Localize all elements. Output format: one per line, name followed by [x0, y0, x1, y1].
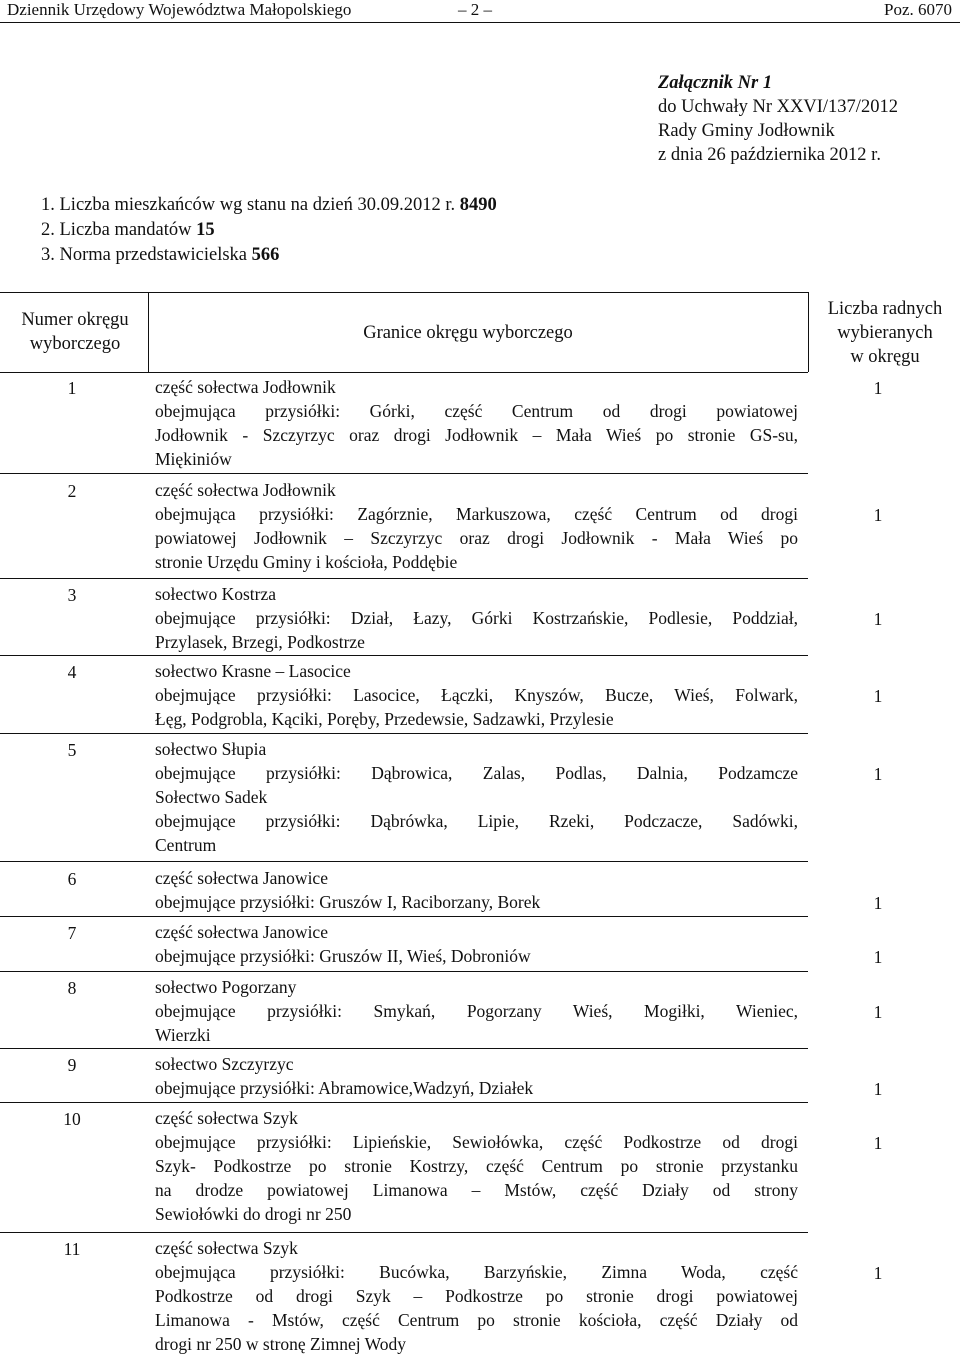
stats-block	[41, 193, 497, 268]
district-line: Limanowa - Mstów, część Centrum po stronie kościoła, część Działy od	[155, 1310, 798, 1330]
district-number: 1	[67, 378, 77, 398]
mandates-value: 15	[196, 220, 215, 240]
district-borders	[155, 975, 798, 1047]
mandates-label: 2. Liczba mandatów	[41, 220, 192, 240]
district-borders	[155, 659, 798, 731]
district-line: część sołectwa Janowice	[155, 922, 328, 942]
district-line: Wierzki	[155, 1025, 211, 1045]
page-header	[0, 0, 960, 22]
row-separator	[0, 916, 808, 917]
column-header-line: wybieranych	[837, 323, 933, 343]
councilors-count: 1	[873, 1263, 883, 1283]
district-borders	[155, 866, 798, 914]
councilors-count: 1	[873, 686, 883, 706]
district-line: obejmujące przysiółki: Gruszów I, Raciborzany, Borek	[155, 892, 541, 912]
attachment-block	[658, 71, 898, 167]
row-separator	[0, 473, 808, 474]
district-line: sołectwo Słupia	[155, 739, 267, 759]
district-number: 4	[67, 662, 77, 682]
district-line: powiatowej Jodłownik – Szczyrzyc oraz drogi Jodłownik - Mała Wieś po	[155, 528, 798, 548]
district-number: 7	[67, 923, 77, 943]
district-line: stronie Urzędu Gminy i kościoła, Poddębie	[155, 552, 458, 572]
residents-label: 1. Liczba mieszkańców wg stanu na dzień 30.09.2012 r.	[41, 195, 456, 215]
district-line: sołectwo Pogorzany	[155, 977, 297, 997]
district-line: obejmująca przysiółki: Zagórznie, Markuszowa, część Centrum od drogi	[155, 504, 798, 524]
district-borders	[155, 1236, 798, 1356]
district-line: Sołectwo Sadek	[155, 787, 268, 807]
district-line: sołectwo Krasne – Lasocice	[155, 661, 351, 681]
district-number: 8	[67, 978, 77, 998]
district-line: część sołectwa Janowice	[155, 868, 328, 888]
district-borders	[155, 920, 798, 968]
district-line: obejmujące przysiółki: Lipieńskie, Sewiołówka, część Podkostrze od drogi	[155, 1132, 798, 1152]
district-line: sołectwo Kostrza	[155, 584, 277, 604]
district-borders	[155, 478, 798, 574]
district-line: Szyk- Podkostrze po stronie Kostrzy, część Centrum po stronie przystanku	[155, 1156, 798, 1176]
district-line: Centrum	[155, 835, 217, 855]
row-separator	[0, 655, 808, 656]
district-line: obejmująca przysiółki: Bucówka, Barzyńskie, Zimna Woda, część	[155, 1262, 798, 1282]
column-header-count	[810, 297, 960, 369]
district-number: 5	[67, 740, 77, 760]
district-line: obejmujące przysiółki: Dąbrówka, Lipie, Rzeki, Podczacze, Sadówki,	[155, 811, 798, 831]
district-line: sołectwo Szczyrzyc	[155, 1054, 294, 1074]
district-line: obejmujące przysiółki: Smykań, Pogorzany Wieś, Mogiłki, Wieniec,	[155, 1001, 798, 1021]
district-line: obejmujące przysiółki: Dąbrowica, Zalas, Podlas, Dalnia, Podzamcze	[155, 763, 798, 783]
district-line: Miękiniów	[155, 449, 232, 469]
column-header-line: w okręgu	[850, 347, 920, 367]
district-line: część sołectwa Szyk	[155, 1238, 298, 1258]
councilors-count: 1	[873, 1133, 883, 1153]
district-number: 11	[63, 1239, 81, 1259]
district-line: część sołectwa Szyk	[155, 1108, 298, 1128]
district-borders	[155, 582, 798, 654]
district-line: Sewiołówki do drogi nr 250	[155, 1204, 352, 1224]
district-number: 3	[67, 585, 77, 605]
district-borders	[155, 1106, 798, 1226]
district-line: Przylasek, Brzegi, Podkostrze	[155, 632, 365, 652]
district-line: drogi nr 250 w stronę Zimnej Wody	[155, 1334, 407, 1354]
councilors-count: 1	[873, 764, 883, 784]
district-line: Podkostrze od drogi Szyk – Podkostrze po stronie drogi powiatowej	[155, 1286, 798, 1306]
column-header-line: Numer okręgu	[21, 310, 129, 330]
journal-title: Dziennik Urzędowy Województwa Małopolskiego	[7, 0, 352, 19]
district-borders	[155, 1052, 798, 1100]
column-header-line: wyborczego	[29, 334, 121, 354]
table-border	[808, 292, 809, 372]
district-number: 10	[63, 1109, 81, 1129]
residents-value: 8490	[459, 195, 497, 215]
row-separator	[0, 1048, 808, 1049]
row-separator	[0, 971, 808, 972]
councilors-count: 1	[873, 505, 883, 525]
residents-stat	[41, 193, 497, 218]
district-line: obejmujące przysiółki: Lasocice, Łączki, Knyszów, Bucze, Wieś, Folwark,	[155, 685, 798, 705]
row-separator	[0, 733, 808, 734]
district-number: 9	[67, 1055, 77, 1075]
district-line: część sołectwa Jodłownik	[155, 480, 336, 500]
councilors-count: 1	[873, 893, 883, 913]
district-line: obejmujące przysiółki: Dział, Łazy, Górki Kostrzańskie, Podlesie, Poddział,	[155, 608, 798, 628]
attachment-line: Rady Gminy Jodłownik	[658, 121, 835, 141]
row-separator	[0, 1232, 808, 1233]
councilors-count: 1	[873, 1079, 883, 1099]
mandates-stat	[41, 218, 497, 243]
header-rule	[0, 22, 960, 23]
norm-label: 3. Norma przedstawicielska	[41, 245, 247, 265]
column-header-borders: Granice okręgu wyborczego	[363, 323, 573, 343]
councilors-count: 1	[873, 1002, 883, 1022]
attachment-line: do Uchwały Nr XXVI/137/2012	[658, 97, 898, 117]
table-border	[148, 292, 808, 293]
councilors-count: 1	[873, 378, 883, 398]
councilors-count: 1	[873, 609, 883, 629]
column-header-line: Liczba radnych	[827, 299, 943, 319]
district-line: Łęg, Podgrobla, Kąciki, Poręby, Przedewsie, Sadzawki, Przylesie	[155, 709, 614, 729]
district-line: obejmujące przysiółki: Gruszów II, Wieś, Dobroniów	[155, 946, 531, 966]
district-number: 6	[67, 869, 77, 889]
norm-stat	[41, 243, 497, 268]
district-borders	[155, 737, 798, 857]
position-number: Poz. 6070	[884, 0, 952, 19]
row-separator	[0, 578, 808, 579]
district-line: obejmująca przysiółki: Górki, część Centrum od drogi powiatowej	[155, 401, 798, 421]
district-number: 2	[67, 481, 77, 501]
attachment-line: z dnia 26 października 2012 r.	[658, 145, 881, 165]
attachment-title: Załącznik Nr 1	[658, 73, 773, 93]
district-line: na drodze powiatowej Limanowa – Mstów, część Działy od strony	[155, 1180, 798, 1200]
table-border	[0, 372, 808, 373]
district-line: część sołectwa Jodłownik	[155, 377, 336, 397]
row-separator	[0, 861, 808, 862]
column-header-number	[12, 308, 138, 356]
district-borders	[155, 375, 798, 471]
table-border	[148, 292, 149, 372]
table-border	[0, 292, 148, 293]
councilors-count: 1	[873, 947, 883, 967]
row-separator	[0, 1102, 808, 1103]
district-line: Jodłownik - Szczyrzyc oraz drogi Jodłownik – Mała Wieś po stronie GS-su,	[155, 425, 798, 445]
district-line: obejmujące przysiółki: Abramowice,Wadzyń, Działek	[155, 1078, 534, 1098]
norm-value: 566	[251, 245, 280, 265]
page-number: – 2 –	[458, 0, 492, 19]
